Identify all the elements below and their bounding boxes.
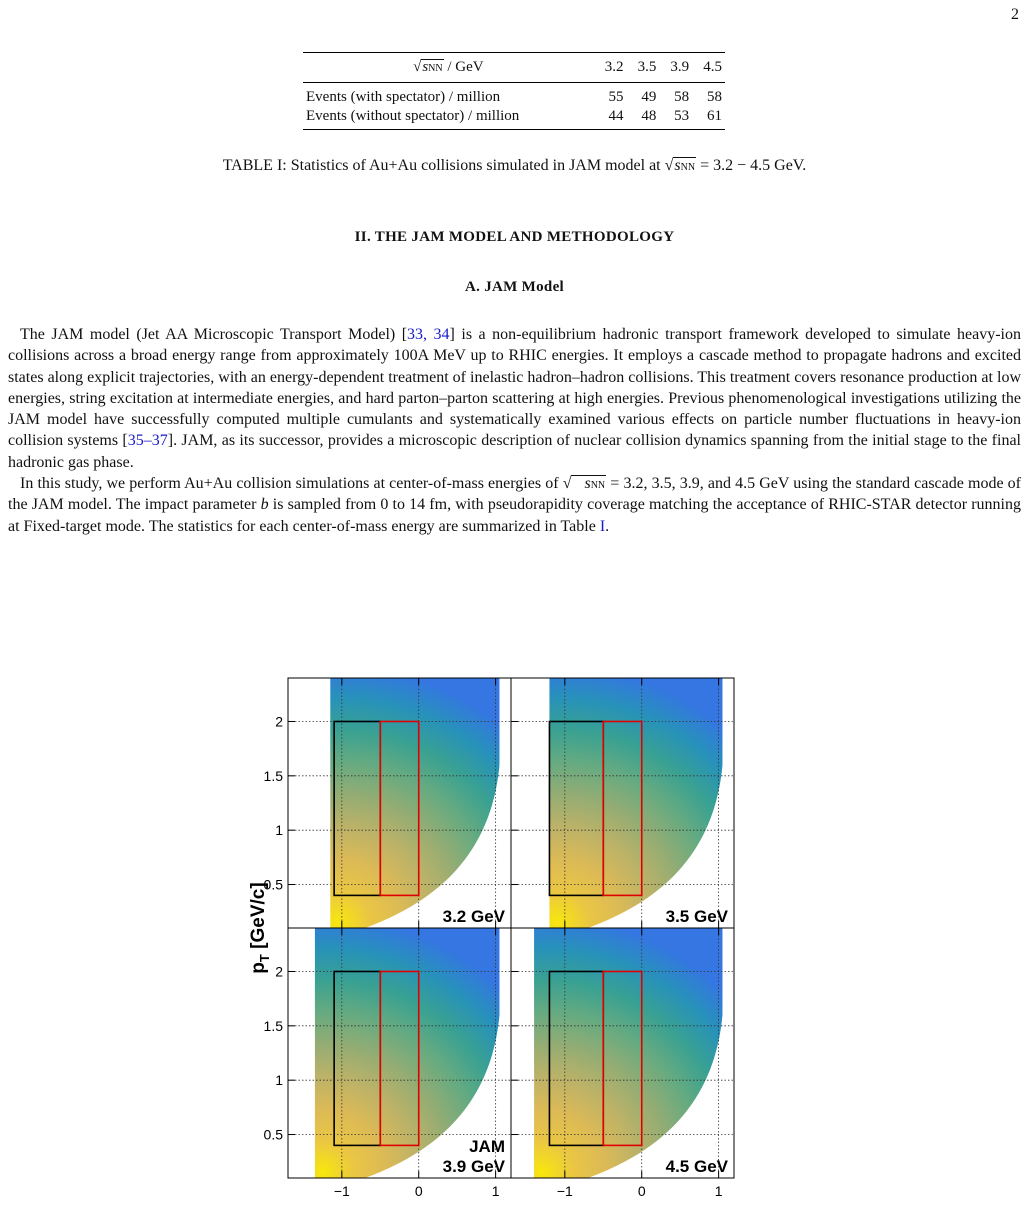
y-tick-label: 0.5 <box>263 876 283 893</box>
table-cell: 55 <box>608 89 624 105</box>
subsection-title: A. JAM Model <box>465 279 564 295</box>
y-axis-title-unit: [GeV/c] <box>248 882 269 955</box>
panel-4 <box>511 924 734 1199</box>
table-header-energy: 3.2 <box>594 53 627 83</box>
panel-3 <box>264 924 511 1199</box>
density-map <box>534 924 722 1178</box>
energy-label: 3.2 GeV <box>442 907 505 926</box>
table-caption: TABLE I: Statistics of Au+Au collisions simulated in JAM model at √sNN = 3.2 − 4.5 GeV. <box>222 157 807 174</box>
row-label: Events (with spectator) / million <box>306 89 501 105</box>
table-cell: 58 <box>707 89 722 105</box>
x-tick-label: 0 <box>414 1183 423 1199</box>
table-cell: 49 <box>641 89 657 105</box>
y-tick-label: 0.5 <box>263 1126 283 1143</box>
y-axis-title <box>248 882 272 973</box>
table-row <box>303 107 725 130</box>
x-tick-label: −1 <box>556 1183 573 1199</box>
energy-label: 4.5 GeV <box>665 1157 728 1176</box>
figure <box>230 660 790 1205</box>
table-cell: 44 <box>594 107 627 130</box>
x-tick-label: 0 <box>637 1183 646 1199</box>
table-reference-link[interactable]: I <box>599 517 606 535</box>
y-tick-label: 1 <box>275 822 283 839</box>
table-cell: 48 <box>627 107 660 130</box>
citation-link[interactable]: 33, 34 <box>407 326 450 343</box>
table-header-energy: 3.5 <box>627 53 660 83</box>
x-tick-label: 1 <box>714 1183 723 1199</box>
row-label: Events (without spectator) / million <box>303 107 594 130</box>
y-tick-label: 1 <box>275 1072 283 1089</box>
y-tick-label: 2 <box>275 713 283 730</box>
table-header-label: √sNN / GeV <box>303 53 594 83</box>
energy-label: 3.5 GeV <box>665 907 728 926</box>
x-tick-label: −1 <box>333 1183 350 1199</box>
y-tick-label: 1.5 <box>263 1017 283 1034</box>
section-title: II. THE JAM MODEL AND METHODOLOGY <box>354 229 675 245</box>
panel-2 <box>511 674 734 928</box>
table-cell: 61 <box>692 107 725 130</box>
model-label: JAM <box>469 1137 505 1156</box>
paragraph: The JAM model (Jet AA Microscopic Transport Model) [33, 34] is a non-equilibrium hadronic transport framework developed to simulate heavy-ion collisions across a broad energy range from approximately 100A MeV up to RHIC energies. It employs a cascade method to propagate hadrons and excited states along explicit trajectories, with an energy-dependent treatment of inelastic hadron–hadron collisions. This treatment covers resonance production at low energies, string excitation at intermediate energies, and hard parton–parton scattering at high energies. Previous phenomenological investigations utilizing the JAM model have successfully computed multiple cumulants and systematically examined various effects on particle number fluctuations in heavy-ion collision systems [35–37]. JAM, as its successor, provides a microscopic description of nuclear collision dynamics spanning from the initial stage to the final hadronic gas phase. In this study, we perform Au+Au collision simulations at center-of-mass energies of √ sNN = 3.2, 3.5, 3.9, and 4.5 GeV using the standard cascade mode of the JAM model. The impact parameter b is sampled from 0 to 14 fm, with pseudorapidity coverage matching the acceptance of RHIC-STAR detector running at Fixed-target mode. The statistics for each center-of-mass energy are summarized in Table I. <box>8 326 1022 535</box>
density-map <box>549 674 722 928</box>
table-header-energy: 3.9 <box>659 53 692 83</box>
energy-label: 3.9 GeV <box>442 1157 505 1176</box>
y-axis-title-main: p <box>248 962 269 974</box>
density-map <box>330 674 499 928</box>
table-cell: 53 <box>659 107 692 130</box>
table-header-energy: 4.5 <box>692 53 725 83</box>
pt-vs-rapidity-figure <box>230 660 790 1200</box>
citation-link[interactable]: 35–37 <box>127 432 168 450</box>
panel-1 <box>264 674 511 928</box>
statistics-table <box>303 52 725 130</box>
y-tick-label: 2 <box>275 963 283 980</box>
y-axis-title-sub: T <box>257 954 272 963</box>
page-number: 2 <box>1011 6 1019 23</box>
y-tick-label: 1.5 <box>263 767 283 784</box>
table-row <box>303 83 725 108</box>
table-cell: 58 <box>674 89 690 105</box>
x-tick-label: 1 <box>491 1183 500 1199</box>
